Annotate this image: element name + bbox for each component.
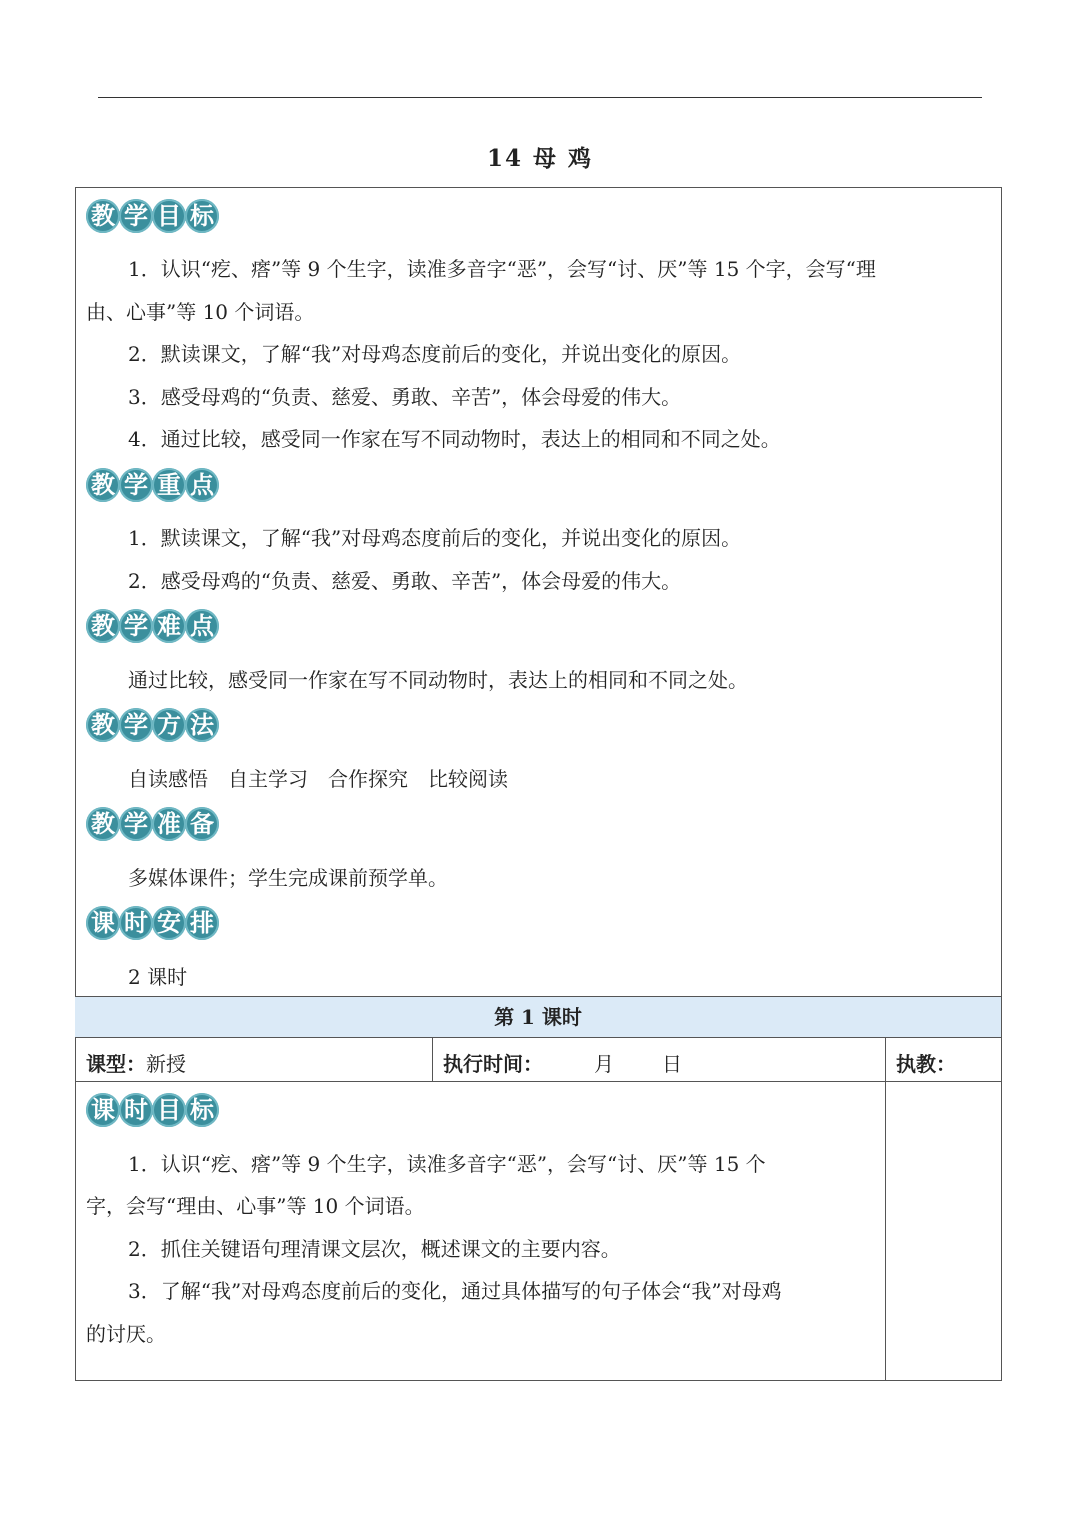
lesson-goal-line: 字，会写“理由、心事”等 10 个词语。	[86, 1194, 425, 1218]
lesson-type-value: 新授	[146, 1052, 186, 1076]
badge-char: 排	[185, 906, 219, 940]
day-label: 日	[662, 1052, 682, 1076]
badge-char: 课	[86, 906, 120, 940]
teacher-label-text: 执教：	[896, 1052, 956, 1076]
lesson-type	[86, 1048, 186, 1077]
lesson-goal-line: 1．认识“疙、瘩”等 9 个生字，读准多音字“恶”，会写“讨、厌”等 15 个	[128, 1152, 766, 1176]
badge-char: 学	[119, 609, 153, 643]
badge-char: 学	[119, 468, 153, 502]
badge-lesson-goals	[86, 1093, 218, 1127]
goal-line: 1．认识“疙、瘩”等 9 个生字，读准多音字“恶”，会写“讨、厌”等 15 个字，会写“理	[128, 257, 876, 281]
badge-char: 教	[86, 609, 120, 643]
badge-char: 标	[185, 199, 219, 233]
badge-char: 安	[152, 906, 186, 940]
badge-difficult-points	[86, 609, 218, 643]
badge-char: 学	[119, 807, 153, 841]
badge-char: 时	[119, 906, 153, 940]
divider	[885, 1038, 886, 1381]
prep-line: 多媒体课件；学生完成课前预学单。	[128, 866, 448, 890]
badge-char: 点	[185, 609, 219, 643]
exec-time	[443, 1048, 543, 1077]
badge-char: 教	[86, 708, 120, 742]
goal-line: 4．通过比较，感受同一作家在写不同动物时，表达上的相同和不同之处。	[128, 427, 781, 451]
badge-teaching-goals	[86, 199, 218, 233]
badge-char: 时	[119, 1093, 153, 1127]
divider	[432, 1038, 433, 1082]
badge-char: 教	[86, 199, 120, 233]
badge-char: 学	[119, 199, 153, 233]
lesson-header: 第 1 课时	[75, 996, 1001, 1038]
badge-char: 备	[185, 807, 219, 841]
goal-line: 3．感受母鸡的“负责、慈爱、勇敢、辛苦”，体会母爱的伟大。	[128, 385, 682, 409]
badge-char: 法	[185, 708, 219, 742]
difficult-line: 通过比较，感受同一作家在写不同动物时，表达上的相同和不同之处。	[128, 668, 748, 692]
key-line: 2．感受母鸡的“负责、慈爱、勇敢、辛苦”，体会母爱的伟大。	[128, 569, 682, 593]
badge-char: 课	[86, 1093, 120, 1127]
badge-teaching-method	[86, 708, 218, 742]
exec-time-label: 执行时间：	[443, 1052, 543, 1076]
goal-line: 2．默读课文，了解“我”对母鸡态度前后的变化，并说出变化的原因。	[128, 342, 742, 366]
schedule-line: 2 课时	[128, 965, 188, 989]
badge-char: 方	[152, 708, 186, 742]
month-label: 月	[594, 1052, 614, 1076]
goal-line: 由、心事”等 10 个词语。	[86, 300, 315, 324]
badge-char: 标	[185, 1093, 219, 1127]
lesson-goal-line: 的讨厌。	[86, 1322, 166, 1346]
badge-char: 教	[86, 468, 120, 502]
badge-char: 重	[152, 468, 186, 502]
top-rule	[98, 97, 982, 98]
teacher-label	[896, 1048, 956, 1077]
badge-char: 难	[152, 609, 186, 643]
badge-char: 点	[185, 468, 219, 502]
badge-key-points	[86, 468, 218, 502]
badge-schedule	[86, 906, 218, 940]
badge-char: 教	[86, 807, 120, 841]
badge-char: 目	[152, 199, 186, 233]
divider	[75, 1081, 1002, 1082]
page-title: 14 母 鸡	[486, 145, 594, 172]
lesson-type-label: 课型：	[86, 1052, 146, 1076]
lesson-goal-line: 2．抓住关键语句理清课文层次，概述课文的主要内容。	[128, 1237, 621, 1261]
badge-char: 目	[152, 1093, 186, 1127]
badge-char: 学	[119, 708, 153, 742]
method-line: 自读感悟 自主学习 合作探究 比较阅读	[128, 767, 508, 791]
key-line: 1．默读课文，了解“我”对母鸡态度前后的变化，并说出变化的原因。	[128, 526, 742, 550]
badge-char: 准	[152, 807, 186, 841]
lesson-goal-line: 3．了解“我”对母鸡态度前后的变化，通过具体描写的句子体会“我”对母鸡	[128, 1279, 782, 1303]
badge-teaching-prep	[86, 807, 218, 841]
